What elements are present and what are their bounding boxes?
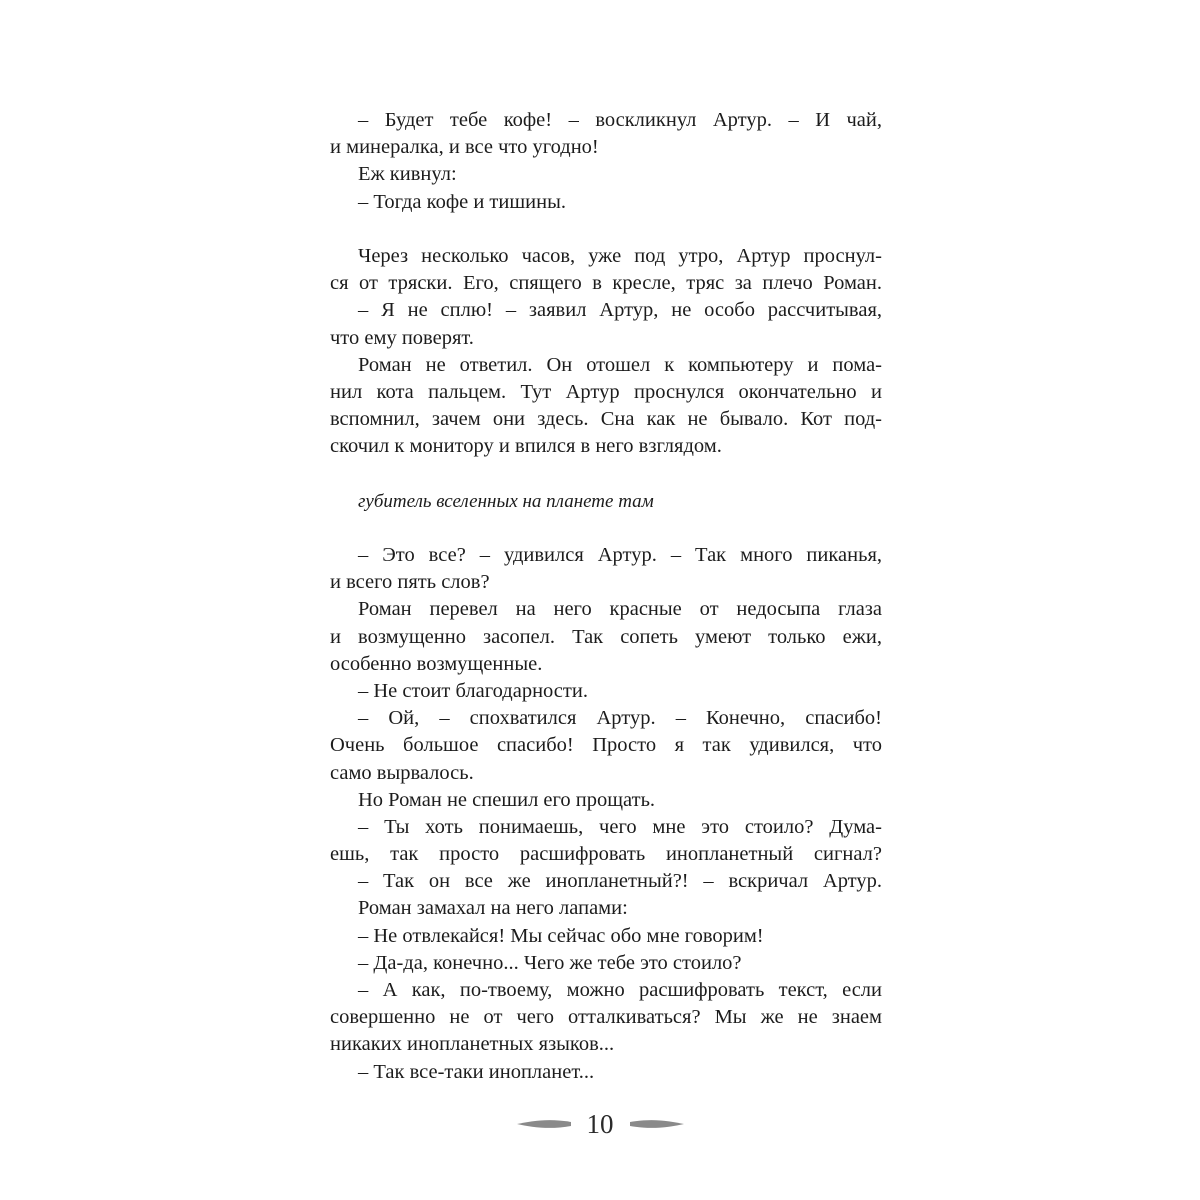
text-line: особенно возмущенные. (330, 652, 543, 675)
text-line: Через несколько часов, уже под утро, Артур проснул- (358, 244, 882, 267)
text-line: Очень большое спасибо! Просто я так удивился, что (330, 734, 882, 757)
text-line: никаких инопланетных языков... (330, 1033, 615, 1056)
right-ornament-icon (630, 1117, 684, 1131)
text-line: – А как, по-твоему, можно расшифровать текст, если (358, 979, 882, 1001)
text-line: – Ты хоть понимаешь, чего мне это стоило? Дума- (358, 815, 882, 838)
text-line: ешь, так просто расшифровать инопланетный сигнал? (330, 843, 882, 866)
text-line: – Будет тебе кофе! – воскликнул Артур. – И чай, (358, 109, 882, 131)
text-line: Роман перевел на него красные от недосыпа глаза (358, 598, 882, 621)
text-line: что ему поверят. (330, 326, 474, 349)
text-line: – Не отвлекайся! Мы сейчас обо мне говорим! (358, 924, 764, 947)
text-line: скочил к монитору и впился в него взглядом. (330, 435, 722, 458)
text-line: Роман замахал на него лапами: (358, 897, 628, 920)
text-line: Роман не ответил. Он отошел к компьютеру и пома- (358, 353, 882, 376)
text-line: – Так все-таки инопланет... (358, 1060, 595, 1083)
text-line: – Так он все же инопланетный?! – вскричал Артур. (358, 870, 882, 893)
page-number: 10 (586, 1109, 614, 1139)
epigraph-line: губитель вселенных на планете там (358, 490, 654, 512)
text-line: – Ой, – спохватился Артур. – Конечно, спасибо! (358, 707, 882, 730)
page-footer (0, 1104, 1200, 1144)
text-line: Но Роман не спешил его прощать. (358, 788, 656, 811)
text-line: – Это все? – удивился Артур. – Так много пиканья, (358, 544, 882, 566)
text-line: – Да-да, конечно... Чего же тебе это стоило? (358, 951, 742, 974)
blank-line (330, 515, 882, 542)
text-line: ся от тряски. Его, спящего в кресле, тряс за плечо Роман. (330, 272, 882, 295)
text-line: и возмущенно засопел. Так сопеть умеют только ежи, (330, 625, 882, 648)
text-line: – Тогда кофе и тишины. (358, 190, 566, 213)
text-line: и минералка, и все что угодно! (330, 136, 599, 159)
text-line: Еж кивнул: (358, 163, 457, 186)
page-text-block (330, 107, 882, 1086)
text-line: совершенно не от чего отталкиваться? Мы же не знаем (330, 1006, 882, 1029)
text-line: – Я не сплю! – заявил Артур, не особо рассчитывая, (358, 299, 882, 322)
blank-line (330, 460, 882, 487)
text-line: – Не стоит благодарности. (358, 679, 588, 702)
text-line: и всего пять слов? (330, 571, 490, 594)
text-line: само вырвалось. (330, 761, 474, 784)
left-ornament-icon (517, 1117, 571, 1131)
text-line: вспомнил, зачем они здесь. Сна как не бывало. Кот под- (330, 408, 882, 431)
blank-line (330, 216, 882, 243)
text-line: нил кота пальцем. Тут Артур проснулся окончательно и (330, 380, 882, 403)
